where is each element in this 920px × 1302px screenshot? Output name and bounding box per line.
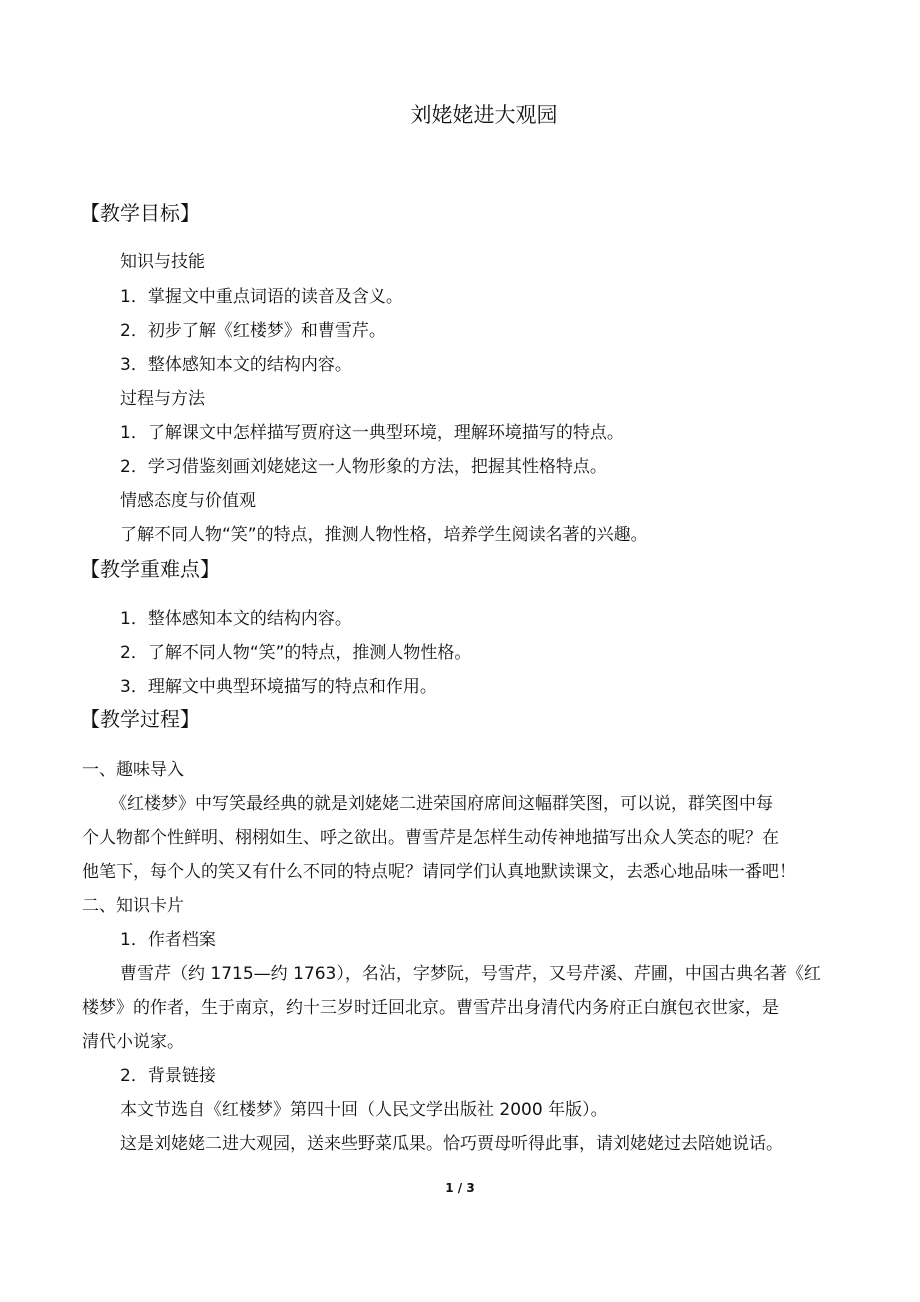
subheading: 知识与技能 [120, 252, 205, 272]
paragraph: 了解不同人物“笑”的特点，推测人物性格，培养学生阅读名著的兴趣。 [120, 525, 648, 545]
list-item: 2．初步了解《红楼梦》和曹雪芹。 [120, 321, 386, 341]
list-item: 2．了解不同人物“笑”的特点，推测人物性格。 [120, 643, 472, 663]
paragraph-line: 楼梦》的作者，生于南京，约十三岁时迁回北京。曹雪芹出身清代内务府正白旗包衣世家，是 [82, 998, 779, 1018]
subheading: 过程与方法 [120, 389, 205, 409]
subheading: 二、知识卡片 [82, 896, 184, 916]
paragraph-line: 他笔下，每个人的笑又有什么不同的特点呢？请同学们认真地默读课文，去悉心地品味一番吧！ [82, 862, 796, 882]
section-heading-objectives: 【教学目标】 [80, 201, 200, 225]
paragraph-line: 个人物都个性鲜明、栩栩如生、呼之欲出。曹雪芹是怎样生动传神地描写出众人笑态的呢？在 [82, 828, 779, 848]
list-item: 3．整体感知本文的结构内容。 [120, 355, 352, 375]
paragraph-line: 本文节选自《红楼梦》第四十回（人民文学出版社 2000 年版）。 [120, 1100, 608, 1120]
list-item: 2．学习借鉴刻画刘姥姥这一人物形象的方法，把握其性格特点。 [120, 457, 607, 477]
paragraph-line: 这是刘姥姥二进大观园，送来些野菜瓜果。恰巧贾母听得此事，请刘姥姥过去陪她说话。 [120, 1134, 783, 1154]
subheading: 1．作者档案 [120, 930, 216, 950]
subheading: 情感态度与价值观 [120, 491, 256, 511]
section-heading-key-points: 【教学重难点】 [80, 557, 220, 581]
list-item: 1．掌握文中重点词语的读音及含义。 [120, 287, 403, 307]
paragraph-line: 曹雪芹（约 1715—约 1763），名沾，字梦阮，号雪芹，又号芹溪、芹圃，中国古典名著《红 [120, 964, 821, 984]
page-number: 1 / 3 [445, 1181, 475, 1195]
list-item: 1．整体感知本文的结构内容。 [120, 609, 352, 629]
subheading: 2．背景链接 [120, 1066, 216, 1086]
page-title: 刘姥姥进大观园 [410, 103, 558, 127]
paragraph-line: 清代小说家。 [82, 1032, 184, 1052]
list-item: 1．了解课文中怎样描写贾府这一典型环境，理解环境描写的特点。 [120, 423, 624, 443]
paragraph-line: 《红楼梦》中写笑最经典的就是刘姥姥二进荣国府席间这幅群笑图，可以说，群笑图中每 [110, 794, 773, 814]
list-item: 3．理解文中典型环境描写的特点和作用。 [120, 677, 437, 697]
subheading: 一、趣味导入 [82, 760, 184, 780]
section-heading-process: 【教学过程】 [80, 707, 200, 731]
